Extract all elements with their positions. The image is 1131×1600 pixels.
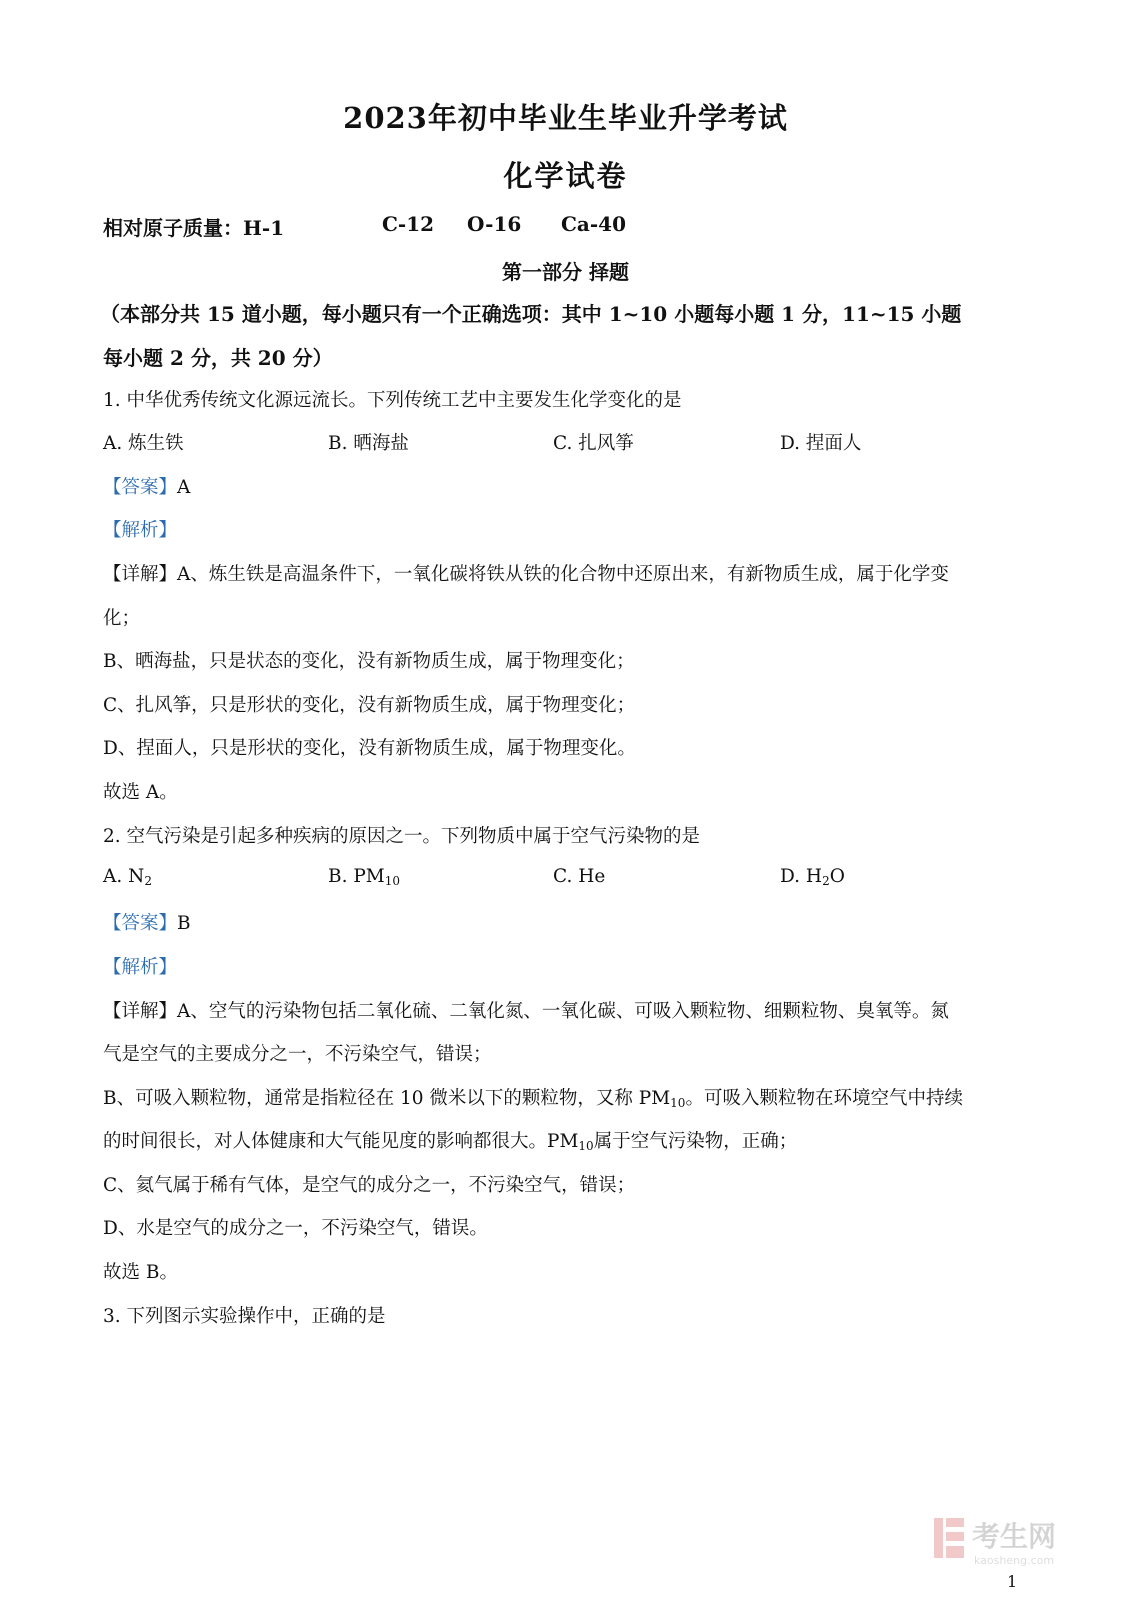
answer-tag: 【答案】 — [103, 477, 178, 498]
site-watermark — [932, 1512, 1102, 1568]
mass-ca: Ca-40 — [561, 212, 627, 236]
site-logo-icon — [932, 1512, 1102, 1568]
q2-option-c: C. He — [553, 866, 606, 887]
q1-detail-line2: 化； — [103, 608, 141, 629]
mass-c: C-12 — [382, 212, 435, 236]
mass-h: 相对原子质量：H-1 — [103, 216, 285, 240]
q1-option-a: A. 炼生铁 — [103, 433, 184, 454]
exam-subtitle: 化学试卷 — [503, 159, 628, 193]
answer-tag: 【答案】 — [103, 913, 178, 934]
q2-analysis-tag: 【解析】 — [103, 957, 178, 978]
q2-conclusion: 故选 B。 — [103, 1262, 178, 1283]
q2-stem: 2. 空气污染是引起多种疾病的原因之一。下列物质中属于空气污染物的是 — [103, 826, 701, 847]
q1-stem: 1. 中华优秀传统文化源远流长。下列传统工艺中主要发生化学变化的是 — [103, 390, 682, 411]
section-instructions-line1: （本部分共 15 道小题，每小题只有一个正确选项：其中 1~10 小题每小题 1 分，11~15 小题 — [100, 302, 962, 326]
q1-detail-c: C、扎风筝，只是形状的变化，没有新物质生成，属于物理变化； — [103, 695, 636, 716]
q1-detail-line1: 【详解】A、炼生铁是高温条件下，一氧化碳将铁从铁的化合物中还原出来，有新物质生成，属于化学变 — [103, 564, 949, 585]
svg-text:kaosheng.com: kaosheng.com — [974, 1554, 1055, 1567]
q2-detail-line1: 【详解】A、空气的污染物包括二氧化硫、二氧化氮、一氧化碳、可吸入颗粒物、细颗粒物、臭氧等。氮 — [103, 1001, 949, 1022]
q1-analysis-tag: 【解析】 — [103, 520, 178, 541]
section-title: 第一部分 择题 — [502, 260, 629, 284]
q1-option-b: B. 晒海盐 — [328, 433, 409, 454]
q2-option-a: A. $N_2$ — [103, 866, 152, 888]
mass-o: O-16 — [467, 212, 522, 236]
svg-text:考生网: 考生网 — [972, 1520, 1057, 1553]
q2-answer — [103, 909, 191, 935]
q1-answer — [103, 473, 190, 499]
q1-option-d: D. 捏面人 — [780, 433, 862, 454]
exam-title: 2023年初中毕业生毕业升学考试 — [343, 101, 788, 135]
q2-option-b: B. $PM_{10}$ — [328, 866, 401, 888]
q3-stem: 3. 下列图示实验操作中，正确的是 — [103, 1306, 386, 1327]
section-instructions-line2: 每小题 2 分，共 20 分） — [103, 346, 333, 370]
q2-detail-b-line1: B、可吸入颗粒物，通常是指粒径在 10 微米以下的颗粒物，又称 $PM_{10}$。可吸入颗粒物在环境空气中持续 — [103, 1088, 963, 1110]
q2-detail-d: D、水是空气的成分之一，不污染空气，错误。 — [103, 1218, 488, 1239]
q1-detail-b: B、晒海盐，只是状态的变化，没有新物质生成，属于物理变化； — [103, 651, 635, 672]
q1-conclusion: 故选 A。 — [103, 782, 178, 803]
q2-detail-b-line2: 的时间很长，对人体健康和大气能见度的影响都很大。$PM_{10}$属于空气污染物，正确； — [103, 1131, 798, 1153]
q2-detail-line2: 气是空气的主要成分之一，不污染空气，错误； — [103, 1044, 492, 1065]
answer-value: A — [177, 477, 191, 498]
q2-option-d: D. $H_2O$ — [780, 866, 845, 888]
q2-detail-c: C、氦气属于稀有气体，是空气的成分之一，不污染空气，错误； — [103, 1175, 636, 1196]
page-number: 1 — [1007, 1572, 1018, 1591]
q1-option-c: C. 扎风筝 — [553, 433, 634, 454]
answer-value: B — [177, 913, 191, 934]
q1-detail-d: D、捏面人，只是形状的变化，没有新物质生成，属于物理变化。 — [103, 738, 636, 759]
